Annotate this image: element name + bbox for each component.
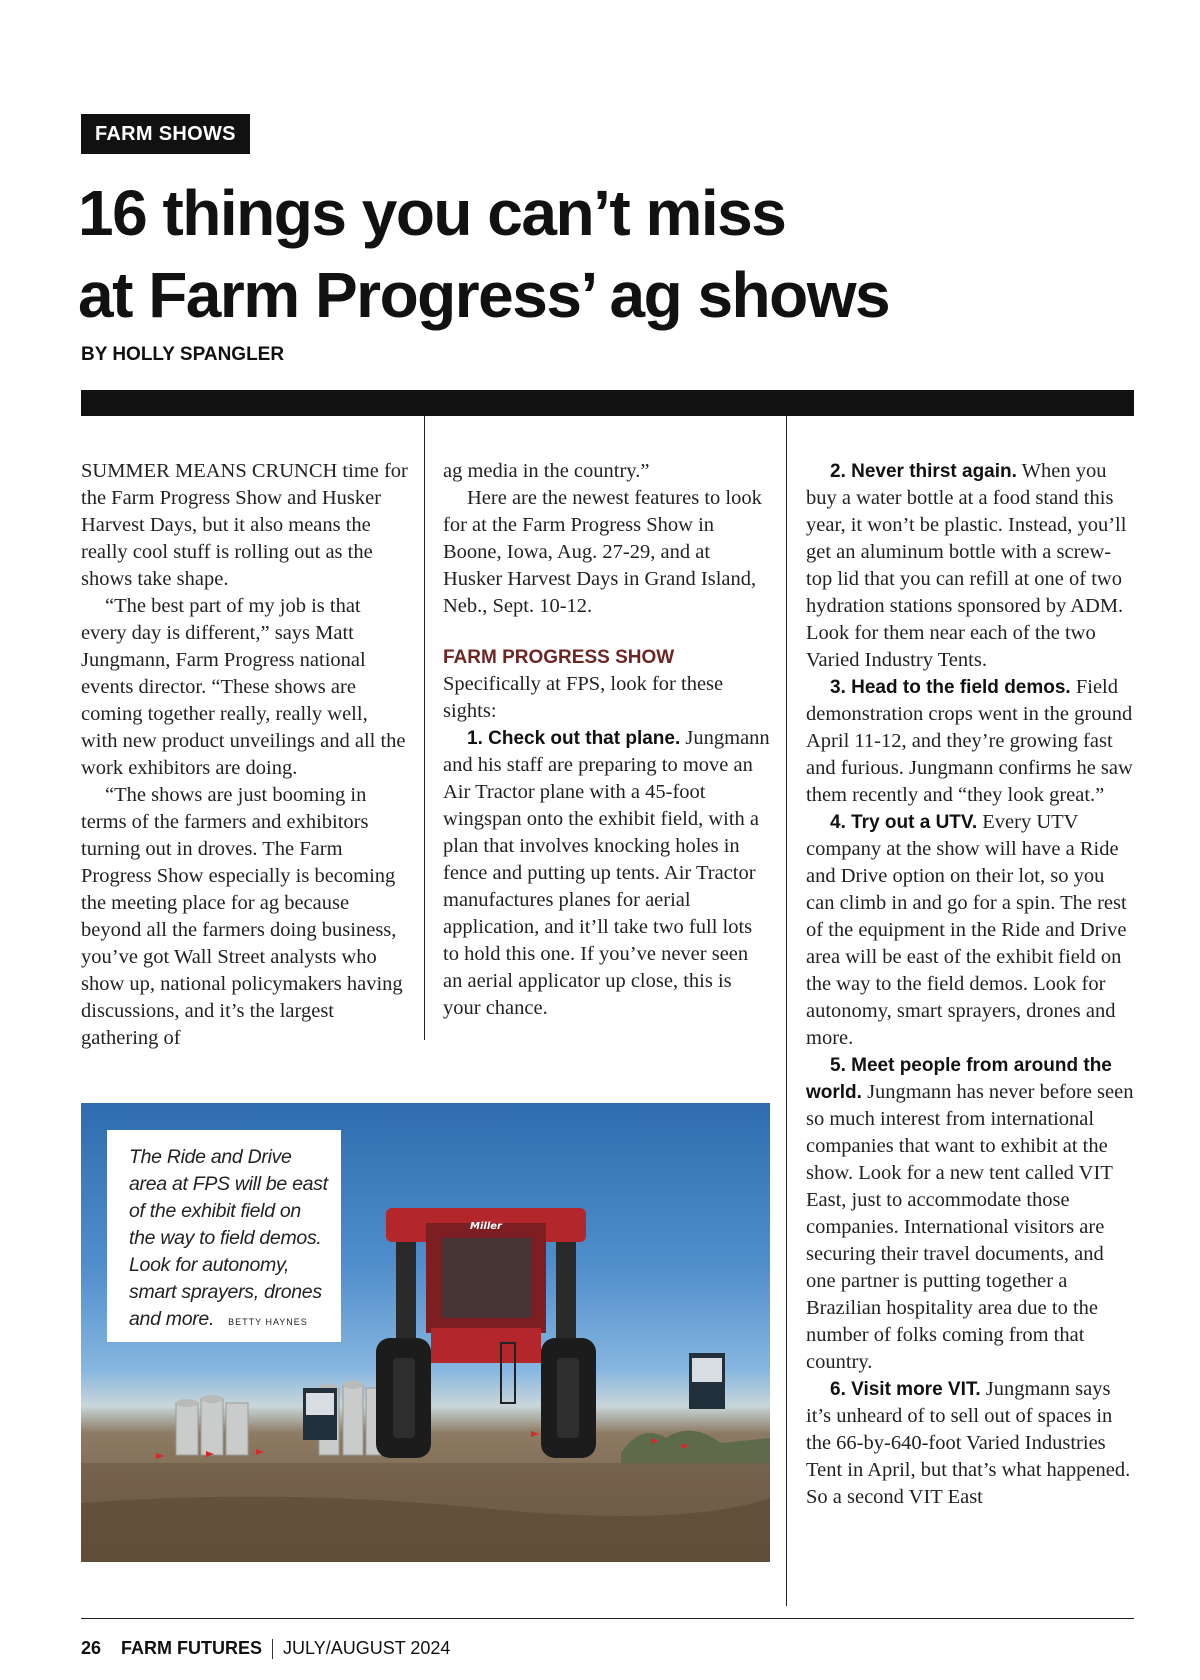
page-footer xyxy=(81,1638,450,1659)
item-body: Jungmann says it’s unheard of to sell out of spaces in the 66-by-640-foot Varied Industries Tent in April, but that’s what happened. So a second VIT East xyxy=(806,1378,1131,1508)
issue-date: JULY/AUGUST 2024 xyxy=(283,1638,451,1658)
caption-text: The Ride and Drive area at FPS will be east of the exhibit field on the way to field demos. Look for autonomy, smart sprayers, drones and more. xyxy=(129,1146,328,1330)
paragraph: SUMMER MEANS CRUNCH time for the Farm Progress Show and Husker Harvest Days, but it also means the really cool stuff is rolling out as the shows take shape. xyxy=(81,460,408,590)
list-item xyxy=(806,674,1136,809)
item-lead: 2. Never thirst again. xyxy=(830,461,1017,482)
item-body: When you buy a water bottle at a food stand this year, it won’t be plastic. Instead, you’ll get an aluminum bottle with a screw-top lid that you can refill at one of two hydration stations sponsored by ADM. Look for them near each of the two Varied Industry Tents. xyxy=(806,460,1127,671)
subhead-farm-progress-show: FARM PROGRESS SHOW xyxy=(443,647,675,668)
list-item xyxy=(806,1376,1136,1511)
item-lead: 3. Head to the field demos. xyxy=(830,677,1071,698)
section-tag: FARM SHOWS xyxy=(81,114,250,154)
item-lead: 4. Try out a UTV. xyxy=(830,812,978,833)
photo-credit: BETTY HAYNES xyxy=(228,1317,308,1327)
column-divider-1 xyxy=(424,416,425,1040)
column-3 xyxy=(806,458,1136,1511)
photo-caption xyxy=(107,1130,341,1342)
byline: BY HOLLY SPANGLER xyxy=(81,344,285,365)
item-body: Jungmann has never before seen so much interest from international companies that want to exhibit at the show. Look for a new tent called VIT East, just to accommodate those companies. International visitors are securing their travel documents, and one partner is putting together a Brazilian hospitality area due to the number of folks coming from that country. xyxy=(806,1081,1134,1373)
sprayer-machine xyxy=(376,1208,596,1458)
paragraph: “The best part of my job is that every day is different,” says Matt Jungmann, Farm Progress national events director. “These shows are coming together really, really well, with new product unveilings and all the work exhibitors are doing. xyxy=(81,595,406,779)
item-lead: 6. Visit more VIT. xyxy=(830,1379,981,1400)
item-body: Every UTV company at the show will have a Ride and Drive option on their lot, so you can climb in and go for a spin. The rest of the equipment in the Ride and Drive area will be east of the exhibit field on the way to the field demos. Look for autonomy, smart sprayers, drones and more. xyxy=(806,811,1127,1049)
magazine-name: FARM FUTURES xyxy=(121,1638,263,1658)
item-lead: 5. Meet people from around the world. xyxy=(806,1055,1112,1103)
sprayer-brand: Miller xyxy=(470,1221,502,1232)
list-item xyxy=(806,458,1136,674)
headline-line-1: 16 things you can’t miss xyxy=(78,177,786,249)
paragraph: ag media in the country.” xyxy=(443,460,650,482)
headline xyxy=(78,172,1118,336)
column-1 xyxy=(81,458,408,1052)
list-item xyxy=(443,725,771,1022)
paragraph: Specifically at FPS, look for these sights: xyxy=(443,673,724,722)
list-item xyxy=(806,1052,1136,1376)
column-divider-2 xyxy=(786,416,787,1606)
footer-rule xyxy=(81,1618,1134,1619)
headline-line-2: at Farm Progress’ ag shows xyxy=(78,259,890,331)
column-2 xyxy=(443,458,771,1022)
footer-separator xyxy=(272,1639,273,1659)
list-item xyxy=(806,809,1136,1052)
header-rule xyxy=(81,390,1134,416)
item-lead: 1. Check out that plane. xyxy=(467,728,681,749)
paragraph: “The shows are just booming in terms of the farmers and exhibitors turning out in droves. The Farm Progress Show especially is becoming the meeting place for ag because beyond all the farmers doing business, you’ve got Wall Street analysts who show up, national policymakers having discussions, and it’s the largest gathering of xyxy=(81,784,403,1049)
item-body: Jungmann and his staff are preparing to move an Air Tractor plane with a 45-foot wingspan onto the exhibit field, with a plan that involves knocking holes in fence and putting up tents. Air Tractor manufactures planes for aerial application, and it’ll take two full lots to hold this one. If you’ve never seen an aerial applicator up close, this is your chance. xyxy=(443,727,770,1019)
item-body: Field demonstration crops went in the ground April 11-12, and they’re growing fast and furious. Jungmann confirms he saw them recently and “they look great.” xyxy=(806,676,1133,806)
paragraph: Here are the newest features to look for at the Farm Progress Show in Boone, Iowa, Aug. 27-29, and at Husker Harvest Days in Grand Island, Neb., Sept. 10-12. xyxy=(443,487,762,617)
page-number: 26 xyxy=(81,1638,102,1658)
